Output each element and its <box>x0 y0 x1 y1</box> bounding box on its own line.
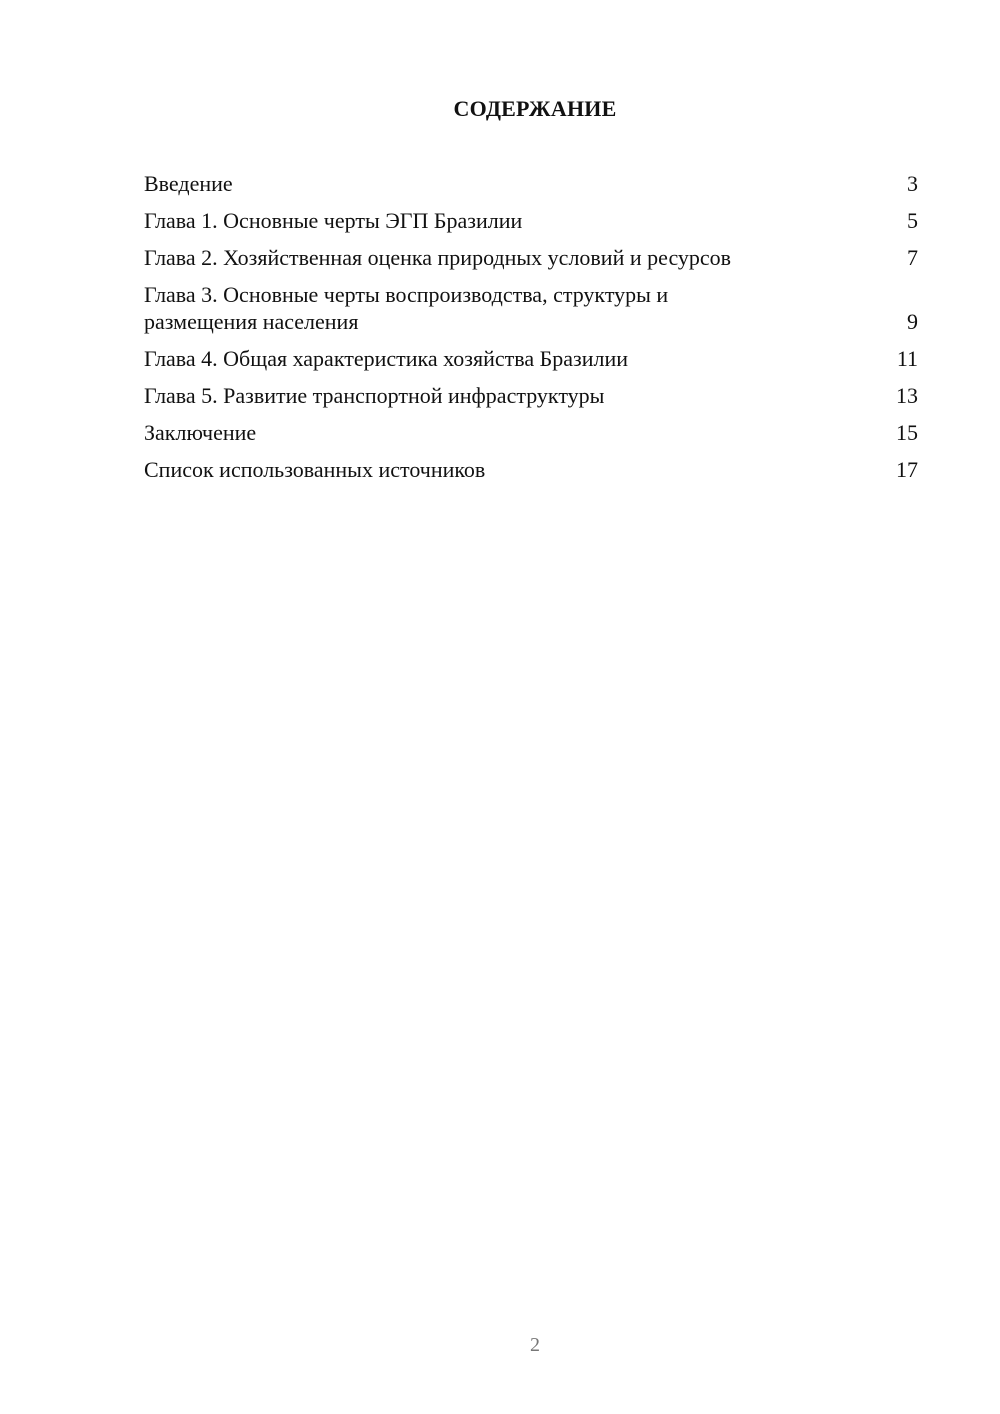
toc-entry-page: 9 <box>907 309 918 334</box>
toc-entry-label: Глава 5. Развитие транспортной инфраструктуры <box>144 383 605 408</box>
toc-entry-chapter-4 <box>144 345 918 372</box>
toc-entry-chapter-1 <box>144 207 918 234</box>
toc-entry-label: Глава 4. Общая характеристика хозяйства Бразилии <box>144 346 629 371</box>
toc-entry-label: Введение <box>144 171 233 196</box>
toc-entry-page: 13 <box>896 383 918 408</box>
toc-entry-page: 11 <box>896 346 918 371</box>
toc-entry-page: 3 <box>907 171 918 196</box>
toc-entry-label: Глава 3. Основные черты воспроизводства, структуры и размещения населения <box>144 282 669 334</box>
toc-entry-conclusion <box>144 419 918 446</box>
page-number: 2 <box>530 1334 540 1356</box>
toc-entry-page: 7 <box>907 245 918 270</box>
toc-entry-references <box>144 456 918 483</box>
toc-entry-introduction <box>144 170 918 197</box>
toc-entry-chapter-5 <box>144 382 918 409</box>
toc-entry-page: 17 <box>896 457 918 482</box>
toc-title: СОДЕРЖАНИЕ <box>453 96 617 121</box>
table-of-contents <box>144 170 918 493</box>
toc-entry-page: 15 <box>896 420 918 445</box>
toc-entry-page: 5 <box>907 208 918 233</box>
toc-entry-chapter-3 <box>144 281 918 335</box>
toc-entry-label: Заключение <box>144 420 257 445</box>
toc-entry-label: Список использованных источников <box>144 457 486 482</box>
toc-entry-label: Глава 2. Хозяйственная оценка природных условий и ресурсов <box>144 245 732 270</box>
toc-entry-label: Глава 1. Основные черты ЭГП Бразилии <box>144 208 523 233</box>
toc-entry-chapter-2 <box>144 244 918 271</box>
